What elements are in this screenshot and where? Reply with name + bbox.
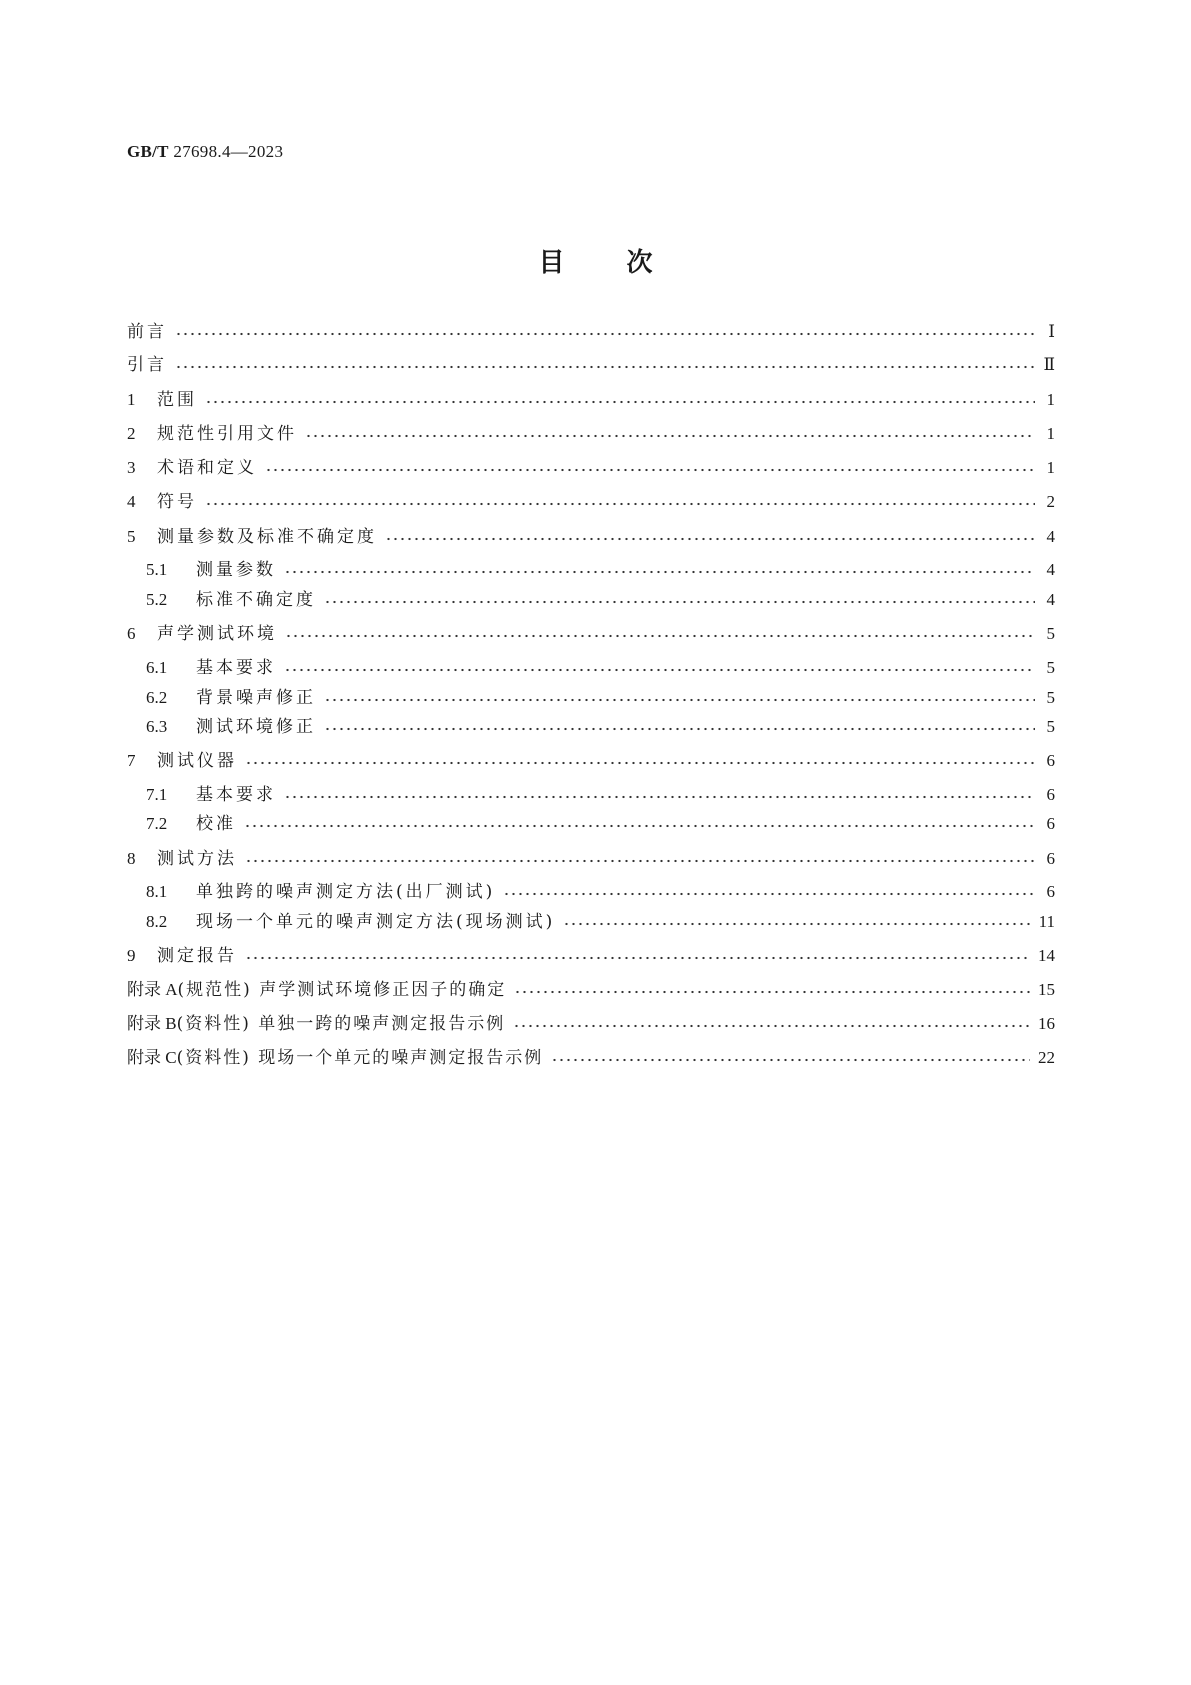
toc-leader-dots [503, 892, 1035, 896]
toc-entry[interactable] [127, 352, 1055, 378]
toc-entry-page: 6 [1046, 849, 1055, 868]
toc-entry[interactable] [127, 455, 1055, 481]
toc-entry-number: 6 [127, 624, 136, 643]
toc-entry[interactable] [127, 489, 1055, 515]
toc-entry-title: 术语和定义 [157, 458, 257, 478]
toc-entry-title: 背景噪声修正 [196, 688, 316, 708]
toc-entry-number: 5.2 [146, 590, 168, 609]
toc-entry-page: 4 [1046, 527, 1055, 546]
toc-leader-dots [551, 1058, 1030, 1062]
toc-entry[interactable] [127, 1045, 1055, 1071]
toc-leader-dots [244, 824, 1035, 828]
toc-leader-dots [285, 634, 1035, 638]
toc-leader-dots [205, 502, 1035, 506]
toc-entry-title: 规范性引用文件 [157, 424, 297, 444]
toc-entry-number: 8.2 [146, 912, 168, 931]
toc-entry-number: 附录 C [127, 1048, 177, 1067]
toc-entry[interactable] [127, 387, 1055, 413]
toc-entry-page: 6 [1046, 814, 1055, 833]
toc-entry-page: 5 [1046, 624, 1055, 643]
toc-entry[interactable] [146, 811, 1055, 837]
toc-entry-title: 引言 [127, 355, 167, 375]
toc-leader-dots [324, 600, 1035, 604]
toc-leader-dots [513, 1024, 1030, 1028]
toc-entry-page: Ⅰ [1048, 322, 1055, 341]
toc-entry-page: 11 [1038, 912, 1055, 931]
toc-entry-page: 4 [1046, 560, 1055, 579]
toc-entry[interactable] [127, 977, 1055, 1003]
toc-leader-dots [324, 698, 1035, 702]
toc-leader-dots [245, 859, 1035, 863]
toc-leader-dots [563, 922, 1030, 926]
toc-entry-title: 单独跨的噪声测定方法(出厂测试) [196, 882, 496, 902]
toc-entry-title: 符号 [157, 492, 197, 512]
toc-entry[interactable] [127, 748, 1055, 774]
toc-entry-number: 2 [127, 424, 136, 443]
standard-number: 27698.4—2023 [173, 142, 284, 161]
toc-leader-dots [245, 761, 1035, 765]
toc-entry-number: 6.3 [146, 717, 168, 736]
toc-entry-title: (资料性) 单独一跨的噪声测定报告示例 [176, 1014, 506, 1034]
toc-leader-dots [284, 570, 1035, 574]
toc-entry[interactable] [146, 685, 1055, 711]
toc-entry-number: 7.2 [146, 814, 168, 833]
toc-entry[interactable] [146, 714, 1055, 740]
toc-entry-number: 7.1 [146, 785, 168, 804]
toc-entry[interactable] [127, 621, 1055, 647]
toc-entry[interactable] [127, 1011, 1055, 1037]
toc-entry-title: 基本要求 [196, 785, 276, 805]
toc-leader-dots [305, 434, 1035, 438]
toc-entry-page: 22 [1038, 1048, 1055, 1067]
toc-entry[interactable] [146, 557, 1055, 583]
title-char-2: 次 [626, 248, 653, 278]
toc-entry-page: 5 [1046, 658, 1055, 677]
title-char-1: 目 [538, 248, 565, 278]
toc-entry-title: 测试仪器 [157, 751, 237, 771]
toc-leader-dots [284, 668, 1035, 672]
toc-entry-number: 5 [127, 527, 136, 546]
toc-entry-page: 4 [1046, 590, 1055, 609]
toc-entry-page: 1 [1046, 424, 1055, 443]
toc-entry-number: 9 [127, 946, 136, 965]
toc-entry[interactable] [127, 943, 1055, 969]
toc-entry-number: 5.1 [146, 560, 168, 579]
toc-entry-page: 1 [1046, 458, 1055, 477]
toc-entry-page: 14 [1038, 946, 1055, 965]
toc-entry[interactable] [127, 421, 1055, 447]
toc-entry-page: 6 [1046, 785, 1055, 804]
toc-leader-dots [284, 795, 1035, 799]
toc-entry-page: 5 [1046, 717, 1055, 736]
toc-leader-dots [385, 537, 1035, 541]
toc-entry[interactable] [146, 587, 1055, 613]
toc-entry[interactable] [146, 782, 1055, 808]
toc-entry-title: 测定报告 [157, 946, 237, 966]
toc-entry-page: 6 [1046, 751, 1055, 770]
toc-leader-dots [205, 400, 1035, 404]
toc-entry-number: 7 [127, 751, 136, 770]
toc-entry[interactable] [127, 319, 1055, 345]
toc-entry-title: 基本要求 [196, 658, 276, 678]
toc-entry[interactable] [146, 879, 1055, 905]
toc-entry[interactable] [146, 655, 1055, 681]
toc-leader-dots [175, 365, 1035, 369]
toc-entry-title: 标准不确定度 [196, 590, 316, 610]
toc-entry-page: 6 [1046, 882, 1055, 901]
toc-entry-page: 15 [1038, 980, 1055, 999]
toc-entry-number: 附录 A [127, 980, 178, 999]
standard-code [127, 142, 283, 162]
toc-entry-title: (规范性) 声学测试环境修正因子的确定 [177, 980, 507, 1000]
standard-prefix: GB/T [127, 142, 169, 161]
toc-leader-dots [514, 990, 1030, 994]
toc-entry-number: 1 [127, 390, 136, 409]
toc-leader-dots [324, 727, 1035, 731]
toc-entry-title: 声学测试环境 [157, 624, 277, 644]
toc-entry-title: 范围 [157, 390, 197, 410]
toc-entry-number: 6.1 [146, 658, 168, 677]
toc-entry-page: 2 [1046, 492, 1055, 511]
toc-entry[interactable] [146, 909, 1055, 935]
toc-leader-dots [245, 956, 1030, 960]
toc-entry-title: (资料性) 现场一个单元的噪声测定报告示例 [176, 1048, 544, 1068]
toc-entry-title: 测试环境修正 [196, 717, 316, 737]
toc-entry-page: 5 [1046, 688, 1055, 707]
toc-entry-page: Ⅱ [1043, 355, 1055, 374]
toc-leader-dots [175, 332, 1035, 336]
toc-entry-page: 16 [1038, 1014, 1055, 1033]
toc-entry[interactable] [127, 846, 1055, 872]
toc-entry-number: 3 [127, 458, 136, 477]
toc-entry-number: 4 [127, 492, 136, 511]
toc-entry[interactable] [127, 524, 1055, 550]
toc-entry-number: 6.2 [146, 688, 168, 707]
toc-entry-title: 现场一个单元的噪声测定方法(现场测试) [196, 912, 556, 932]
toc-entry-title: 测试方法 [157, 849, 237, 869]
toc-entry-number: 附录 B [127, 1014, 177, 1033]
toc-leader-dots [265, 468, 1035, 472]
toc-entry-title: 测量参数及标准不确定度 [157, 527, 377, 547]
toc-entry-number: 8 [127, 849, 136, 868]
toc-entry-title: 校准 [196, 814, 236, 834]
toc-entry-title: 前言 [127, 322, 167, 342]
toc-entry-title: 测量参数 [196, 560, 276, 580]
page-title [0, 246, 1191, 280]
toc-entry-page: 1 [1046, 390, 1055, 409]
toc-entry-number: 8.1 [146, 882, 168, 901]
